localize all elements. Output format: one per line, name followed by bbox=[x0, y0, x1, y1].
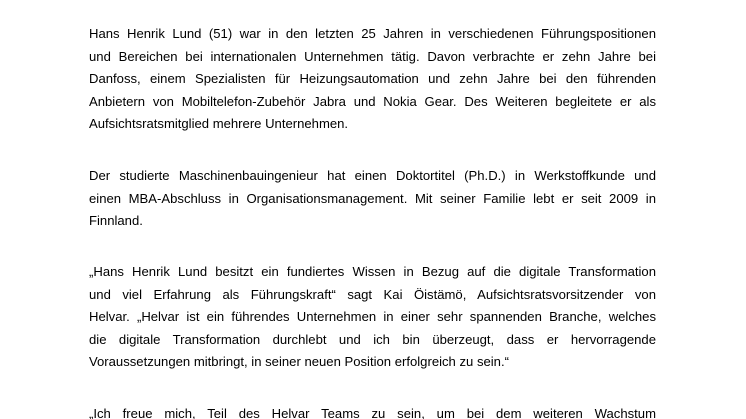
text-line: „Hans Henrik Lund besitzt ein fundiertes Wissen in Bezug auf die digitale Transformation bbox=[89, 264, 656, 279]
text-line: Danfoss, einem Spezialisten für Heizungsautomation und zehn Jahre bei den führenden bbox=[89, 71, 656, 86]
text-line: Finnland. bbox=[89, 213, 143, 228]
text-line: Der studierte Maschinenbauingenieur hat einen Doktortitel (Ph.D.) in Werkstoffkunde und bbox=[89, 168, 656, 183]
paragraph-biography bbox=[89, 23, 656, 136]
text-line: Anbietern von Mobiltelefon-Zubehör Jabra und Nokia Gear. Des Weiteren begleitete er als bbox=[89, 93, 656, 109]
text-line: „Ich freue mich, Teil des Helvar Teams zu sein, um bei dem weiteren Wachstum bbox=[89, 406, 656, 419]
text-line: Voraussetzungen mitbringt, in seiner neuen Position erfolgreich zu sein.“ bbox=[89, 354, 509, 369]
text-line: einen MBA-Abschluss in Organisationsmanagement. Mit seiner Familie lebt er seit 2009 in bbox=[89, 190, 656, 206]
paragraph-quote-lund bbox=[89, 403, 656, 419]
paragraph-education bbox=[89, 165, 656, 233]
text-line: Aufsichtsratsmitglied mehrere Unternehmen. bbox=[89, 116, 349, 131]
text-line: die digitale Transformation durchlebt und ich bin überzeugt, dass er hervorragende bbox=[89, 331, 656, 347]
paragraph-quote-chairman bbox=[89, 261, 656, 374]
text-line: Hans Henrik Lund (51) war in den letzten 25 Jahren in verschiedenen Führungspositionen bbox=[89, 26, 656, 41]
text-line: Helvar. „Helvar ist ein führendes Unternehmen in einer sehr spannenden Branche, welches bbox=[89, 309, 656, 324]
text-line: und viel Erfahrung als Führungskraft“ sagt Kai Öistämö, Aufsichtsratsvorsitzender von bbox=[89, 286, 656, 302]
text-line: und Bereichen bei internationalen Unternehmen tätig. Davon verbrachte er zehn Jahre bei bbox=[89, 48, 656, 64]
